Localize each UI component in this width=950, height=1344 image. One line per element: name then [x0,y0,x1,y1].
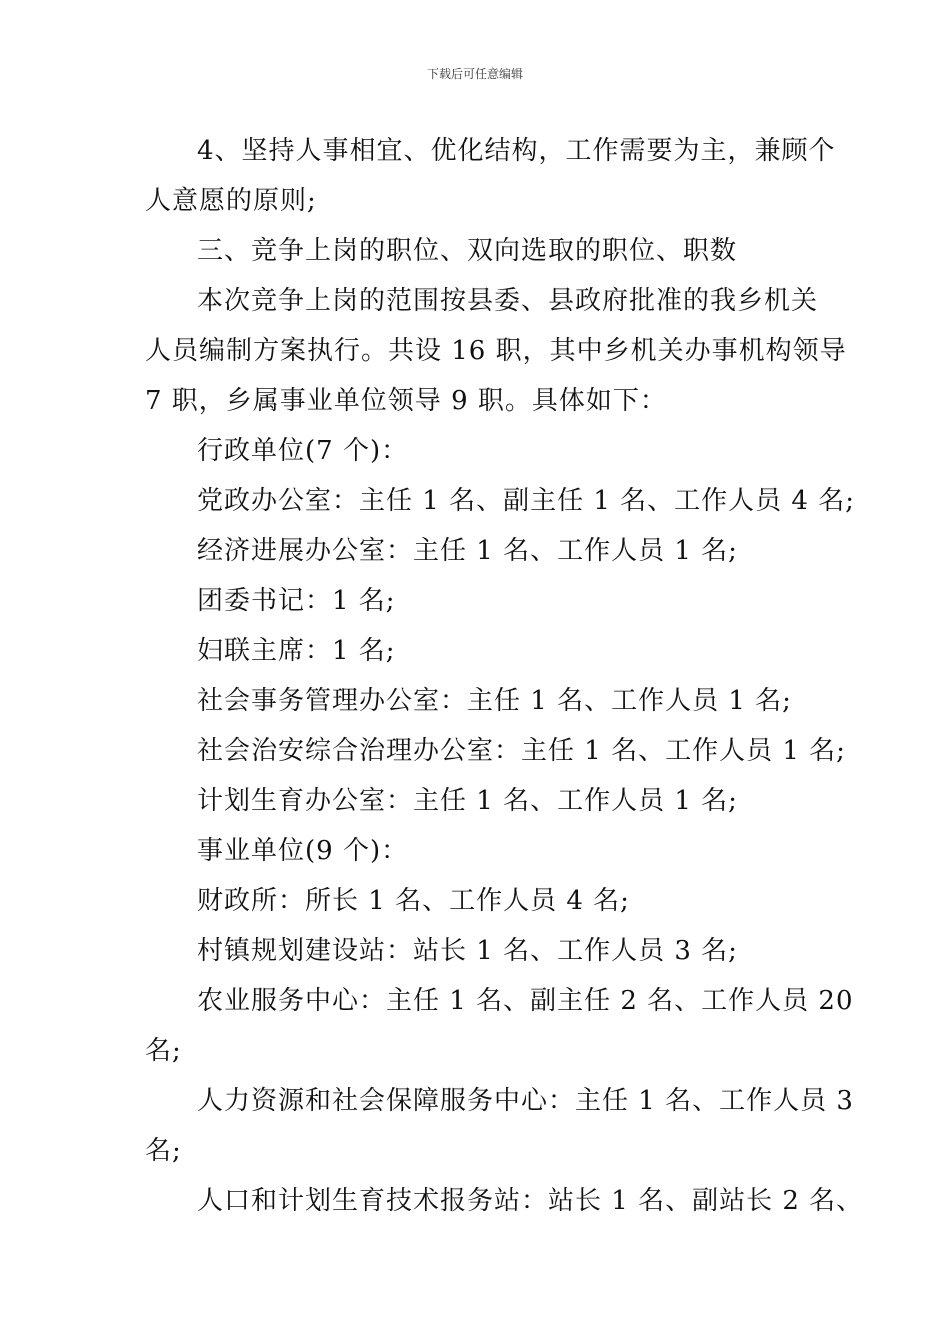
text-line: 7 职，乡属事业单位领导 9 职。具体如下： [145,386,667,416]
page-header: 下载后可任意编辑 [426,67,523,81]
text-line: 计划生育办公室：主任 1 名、工作人员 1 名; [197,786,738,816]
document-body [145,126,864,1226]
text-line: 农业服务中心：主任 1 名、副主任 2 名、工作人员 20 [197,986,854,1016]
text-line: 社会治安综合治理办公室：主任 1 名、工作人员 1 名; [197,736,846,766]
text-line: 事业单位(9 个)： [197,836,409,866]
text-line: 人力资源和社会保障服务中心：主任 1 名、工作人员 3 [197,1086,854,1116]
text-line: 财政所：所长 1 名、工作人员 4 名; [197,886,630,916]
text-line: 三、竞争上岗的职位、双向选取的职位、职数 [197,236,738,266]
text-line: 社会事务管理办公室：主任 1 名、工作人员 1 名; [197,686,792,716]
text-line: 4、坚持人事相宜、优化结构，工作需要为主，兼顾个 [197,136,836,166]
text-line: 名; [145,1036,182,1066]
text-line: 团委书记：1 名; [197,586,396,616]
text-line: 经济进展办公室：主任 1 名、工作人员 1 名; [197,536,738,566]
text-line: 妇联主席：1 名; [197,636,396,666]
text-line: 本次竞争上岗的范围按县委、县政府批准的我乡机关 [197,286,819,316]
text-line: 村镇规划建设站：站长 1 名、工作人员 3 名; [197,936,738,966]
text-line: 人员编制方案执行。共设 16 职，其中乡机关办事机构领导 [145,336,847,366]
text-line: 名; [145,1136,182,1166]
text-line: 党政办公室：主任 1 名、副主任 1 名、工作人员 4 名; [197,486,855,516]
text-line: 人意愿的原则; [145,186,317,216]
text-line: 行政单位(7 个)： [197,436,409,466]
text-line: 人口和计划生育技术报务站：站长 1 名、副站长 2 名、 [197,1186,864,1216]
